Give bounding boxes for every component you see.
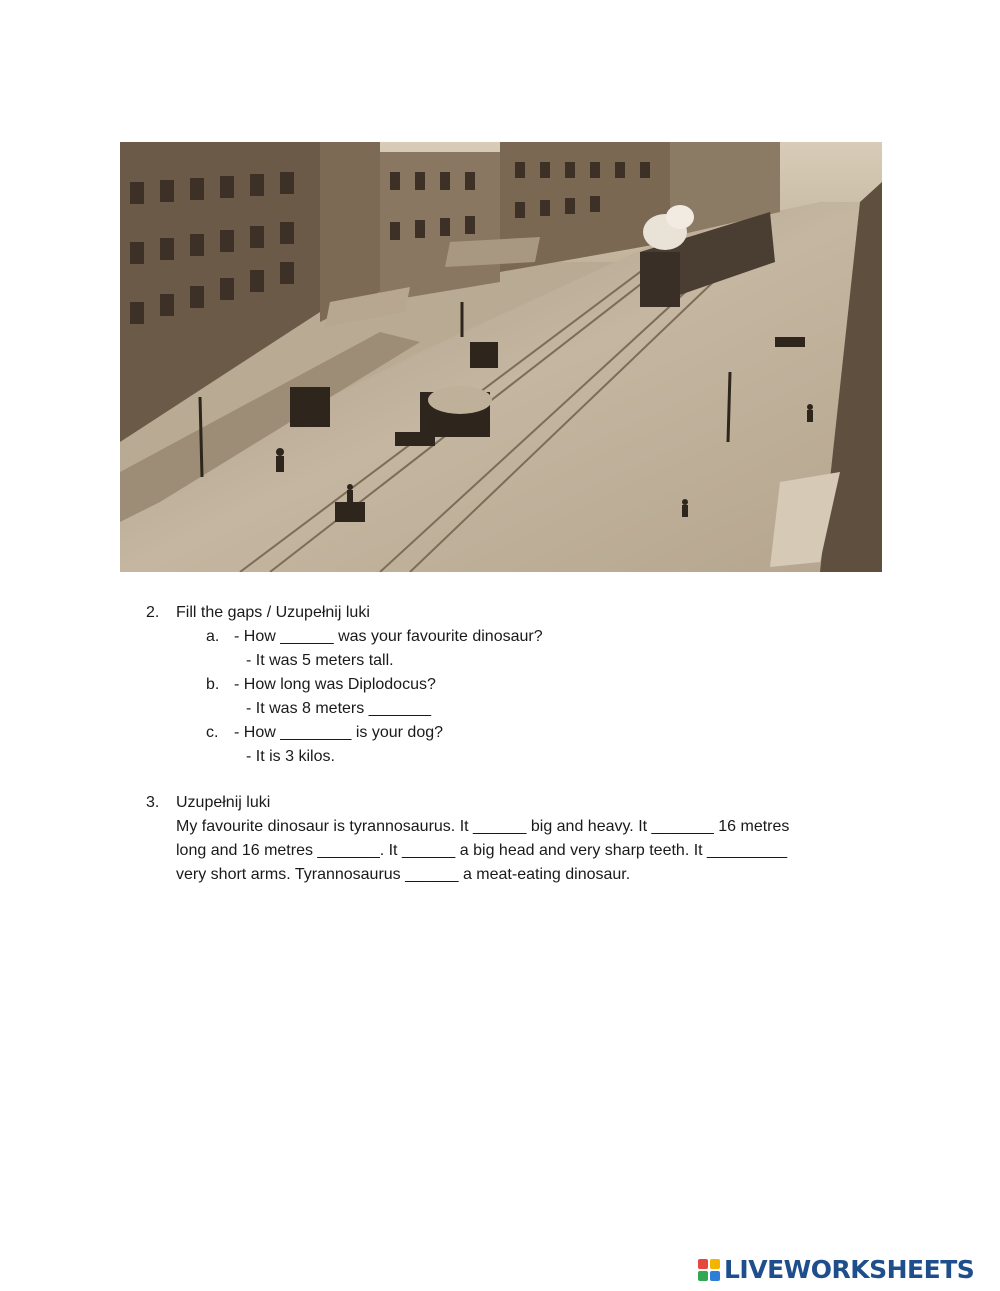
item-letter: c. [206, 724, 219, 741]
gap-fill-paragraph [176, 815, 876, 887]
item-answer: - It was 5 meters tall. [246, 652, 394, 669]
liveworksheets-logo [698, 1256, 974, 1284]
street-photo [120, 142, 882, 572]
exercise-3 [146, 791, 886, 901]
item-letter: b. [206, 676, 220, 693]
item-question: - How ______ was your favourite dinosaur? [234, 628, 543, 645]
paragraph-line: My favourite dinosaur is tyrannosaurus. It ______ big and heavy. It _______ 16 metres [176, 818, 790, 835]
logo-text: LIVEWORKSHEETS [724, 1255, 975, 1284]
exercise-title: Fill the gaps / Uzupełnij luki [176, 604, 370, 621]
paragraph-line: long and 16 metres _______. It ______ a big head and very sharp teeth. It _________ [176, 842, 788, 859]
paragraph-line: very short arms. Tyrannosaurus ______ a meat-eating dinosaur. [176, 866, 631, 883]
item-question: - How ________ is your dog? [234, 724, 444, 741]
exercise-title: Uzupełnij luki [176, 794, 271, 811]
exercise-number: 3. [146, 794, 160, 811]
item-answer: - It is 3 kilos. [246, 748, 335, 765]
item-answer: - It was 8 meters _______ [246, 700, 431, 717]
exercise-2 [146, 601, 886, 771]
exercise-number: 2. [146, 604, 160, 621]
item-question: - How long was Diplodocus? [234, 676, 436, 693]
logo-blocks-icon [698, 1259, 720, 1281]
item-letter: a. [206, 628, 220, 645]
